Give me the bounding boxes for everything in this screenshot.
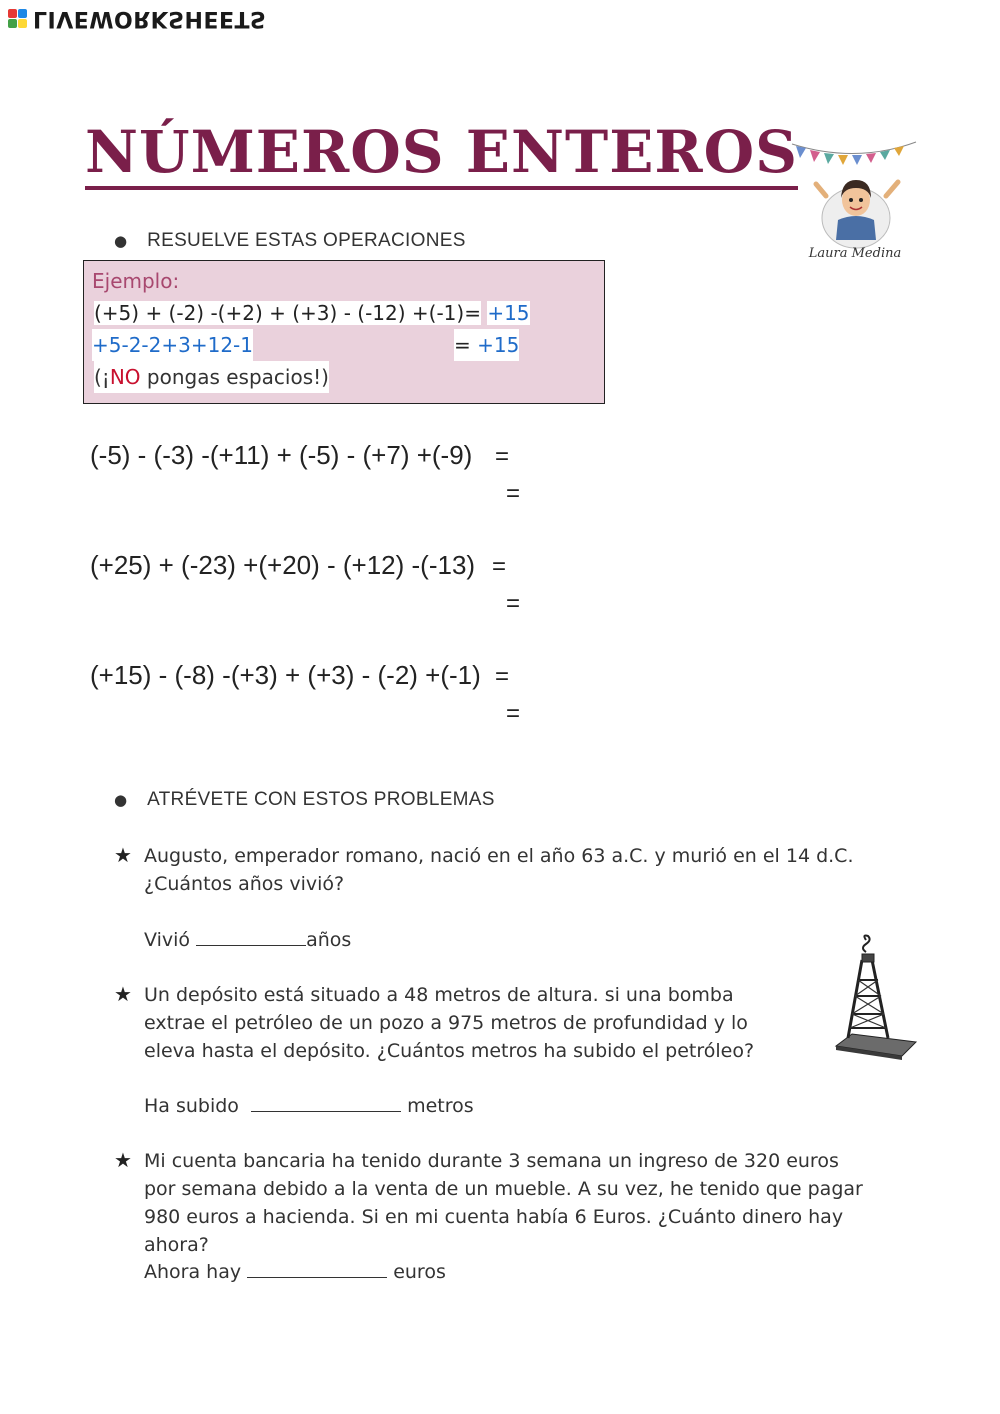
problem-1-answer-prefix: Vivió: [144, 929, 191, 951]
problem-3-answer-blank[interactable]: [247, 1261, 387, 1278]
operation-1-eq2: =: [506, 480, 521, 507]
problem-3-answer-suffix: euros: [393, 1261, 446, 1283]
operation-2-expr: (+25) + (-23) +(+20) - (+12) -(-13): [90, 550, 476, 580]
operation-1-eq1: =: [495, 443, 510, 470]
problem-1-text: [144, 842, 944, 898]
problem-1-answer-suffix: años: [306, 929, 352, 951]
star-bullet-icon: ★: [114, 843, 132, 867]
problem-3-answer: [144, 1258, 446, 1286]
problem-3-answer-prefix: Ahora hay: [144, 1261, 242, 1283]
example-note-open: (¡: [94, 365, 110, 389]
dot-bullet-icon: ●: [114, 791, 128, 809]
section1-heading-row: [114, 230, 466, 252]
problem-2-line: eleva hasta el depósito. ¿Cuántos metros ha subido el petróleo?: [144, 1040, 755, 1062]
problem-2-answer-blank[interactable]: [251, 1095, 401, 1112]
example-line1-result: +15: [487, 301, 530, 325]
problem-2-answer-prefix: Ha subido: [144, 1095, 239, 1117]
problem-1-line: Augusto, emperador romano, nació en el año 63 a.C. y murió en el 14 d.C.: [144, 845, 854, 867]
section1-heading: RESUELVE ESTAS OPERACIONES: [147, 230, 466, 251]
operation-3-eq2: =: [506, 700, 521, 727]
operation-1-expr: (-5) - (-3) -(+11) + (-5) - (+7) +(-9): [90, 440, 473, 470]
logo-text: LIVEWORKSHEETS: [33, 6, 267, 31]
operation-2-eq2: =: [506, 590, 521, 617]
avatar-caption: Laura Medina: [808, 246, 902, 261]
star-bullet-icon: ★: [114, 982, 132, 1006]
page-title: NÚMEROS ENTEROS: [85, 118, 798, 190]
example-line2-result-wrap: [454, 329, 519, 361]
example-line2-eq: =: [454, 333, 471, 357]
problem-3-line: ahora?: [144, 1234, 209, 1256]
star-bullet-icon: ★: [114, 1148, 132, 1172]
problem-2-answer: [144, 1092, 474, 1120]
logo-blocks-icon: [8, 9, 27, 28]
problem-1-answer-blank[interactable]: [196, 929, 306, 946]
problem-3-text: [144, 1147, 964, 1259]
section2-heading: ATRÉVETE CON ESTOS PROBLEMAS: [147, 789, 495, 810]
operation-2-eq1: =: [492, 553, 507, 580]
operation-3-eq1: =: [495, 663, 510, 690]
problem-3-line: 980 euros a hacienda. Si en mi cuenta había 6 Euros. ¿Cuánto dinero hay: [144, 1206, 844, 1228]
example-label: Ejemplo:: [92, 269, 180, 293]
example-note-no: NO: [109, 365, 141, 389]
example-line-1: [94, 297, 530, 329]
operation-3-expr: (+15) - (-8) -(+3) + (+3) - (-2) +(-1): [90, 660, 481, 690]
problem-3-line: Mi cuenta bancaria ha tenido durante 3 semana un ingreso de 320 euros: [144, 1150, 839, 1172]
problem-2-line: Un depósito está situado a 48 metros de altura. si una bomba: [144, 984, 734, 1006]
section2-heading-row: [114, 789, 495, 811]
problem-2-line: extrae el petróleo de un pozo a 975 metros de profundidad y lo: [144, 1012, 748, 1034]
oil-derrick-icon: [832, 934, 918, 1060]
problem-1-answer: [144, 926, 351, 954]
problem-2-text: [144, 981, 834, 1065]
problem-1-line: ¿Cuántos años vivió?: [144, 873, 345, 895]
example-line2-result: +15: [477, 333, 520, 357]
example-line1-expr: (+5) + (-2) -(+2) + (+3) - (-12) +(-1)=: [94, 301, 481, 325]
dot-bullet-icon: ●: [114, 232, 128, 250]
liveworksheets-logo: [8, 6, 266, 31]
example-line2-expr: +5-2-2+3+12-1: [92, 329, 253, 361]
example-note: [94, 361, 329, 393]
problem-2-answer-suffix: metros: [407, 1095, 474, 1117]
example-box: [83, 260, 605, 404]
example-note-rest: pongas espacios!): [140, 365, 329, 389]
problem-3-line: por semana debido a la venta de un mueble. A su vez, he tenido que pagar: [144, 1178, 863, 1200]
